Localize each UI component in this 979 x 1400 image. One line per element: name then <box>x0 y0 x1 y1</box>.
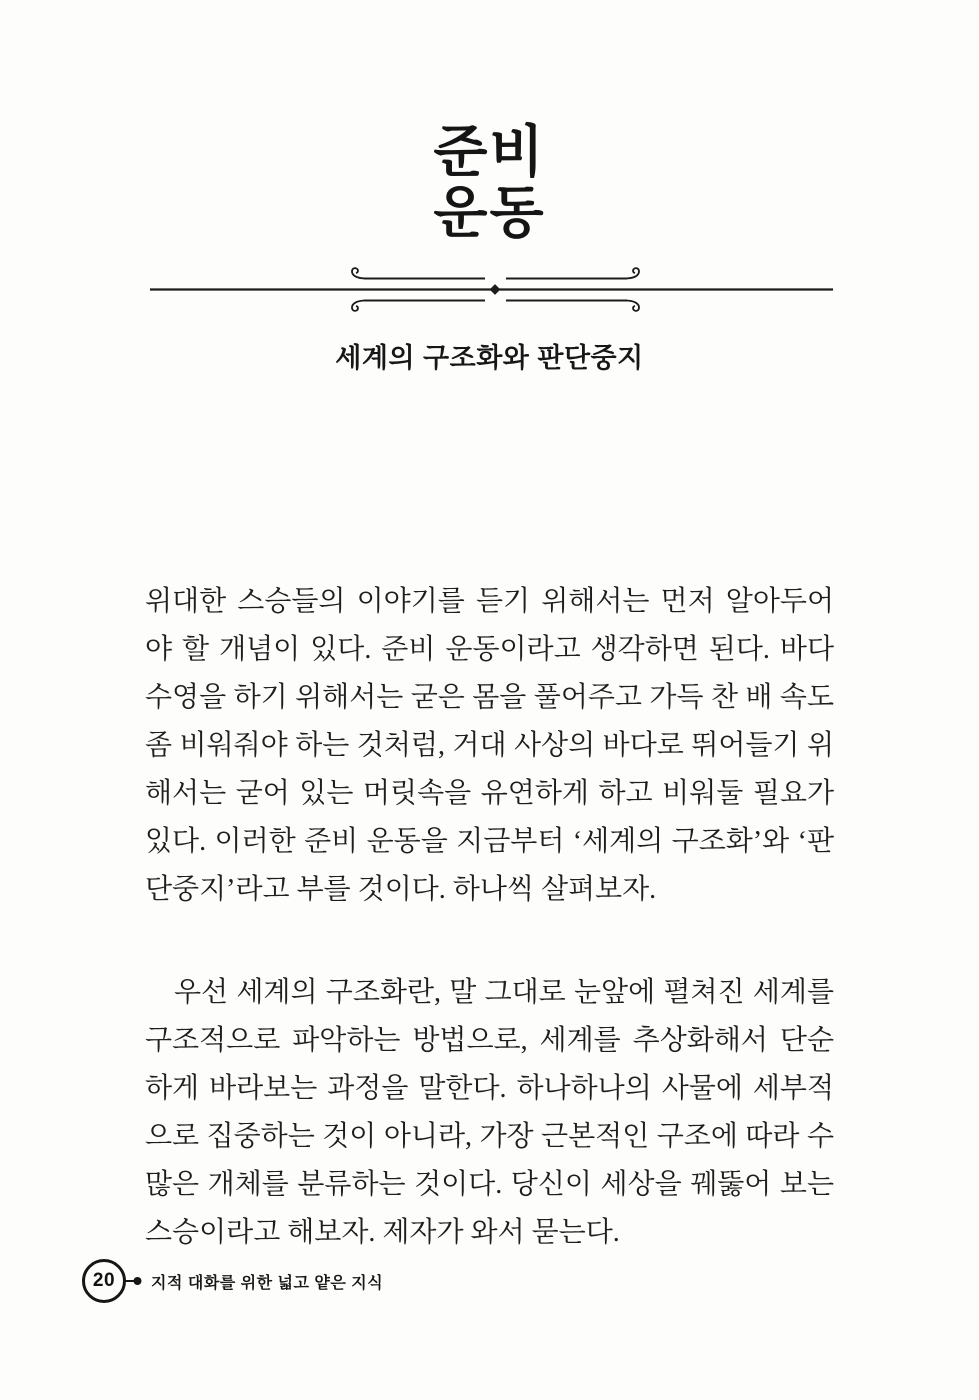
paragraph-2: 우선 세계의 구조화란, 말 그대로 눈앞에 펼쳐진 세계를 구조적으로 파악하는 방법으로, 세계를 추상화해서 단순하게 바라보는 과정을 말한다. 하나하나의 사물에 세부적으로 집중하는 것이 아니라, 가장 근본적인 구조에 따라 수많은 개체를 분류하는 것이다. 당신이 세상을 꿰뚫어 보는 스승이라고 해보자. 제자가 와서 묻는다. <box>145 977 834 1248</box>
page-footer <box>82 1258 383 1304</box>
divider-rule-icon <box>140 266 840 314</box>
chapter-subtitle: 세계의 구조화와 판단중지 <box>335 343 644 373</box>
book-title: 지적 대화를 위한 넓고 얕은 지식 <box>151 1274 384 1292</box>
page-number-badge <box>82 1259 126 1303</box>
chapter-title-line-2: 운동 <box>433 181 546 244</box>
page-number: 20 <box>92 1270 116 1291</box>
paragraph-1: 위대한 스승들의 이야기를 듣기 위해서는 먼저 알아두어야 할 개념이 있다. 준비 운동이라고 생각하면 된다. 바다 수영을 하기 위해서는 굳은 몸을 풀어주고 가득 찬 배 속도 좀 비워줘야 하는 것처럼, 거대 사상의 바다로 뛰어들기 위해서는 굳어 있는 머릿속을 유연하게 하고 비워둘 필요가 있다. 이러한 준비 운동을 지금부터 ‘세계의 구조화’와 ‘판단중지’라고 부를 것이다. 하나씩 살펴보자. <box>145 586 834 905</box>
chapter-title-line-1: 준비 <box>433 120 546 183</box>
body-text <box>145 578 834 1257</box>
section-divider-ornament <box>140 266 840 314</box>
chapter-title <box>0 121 979 243</box>
footer-connector-icon <box>125 1274 143 1288</box>
